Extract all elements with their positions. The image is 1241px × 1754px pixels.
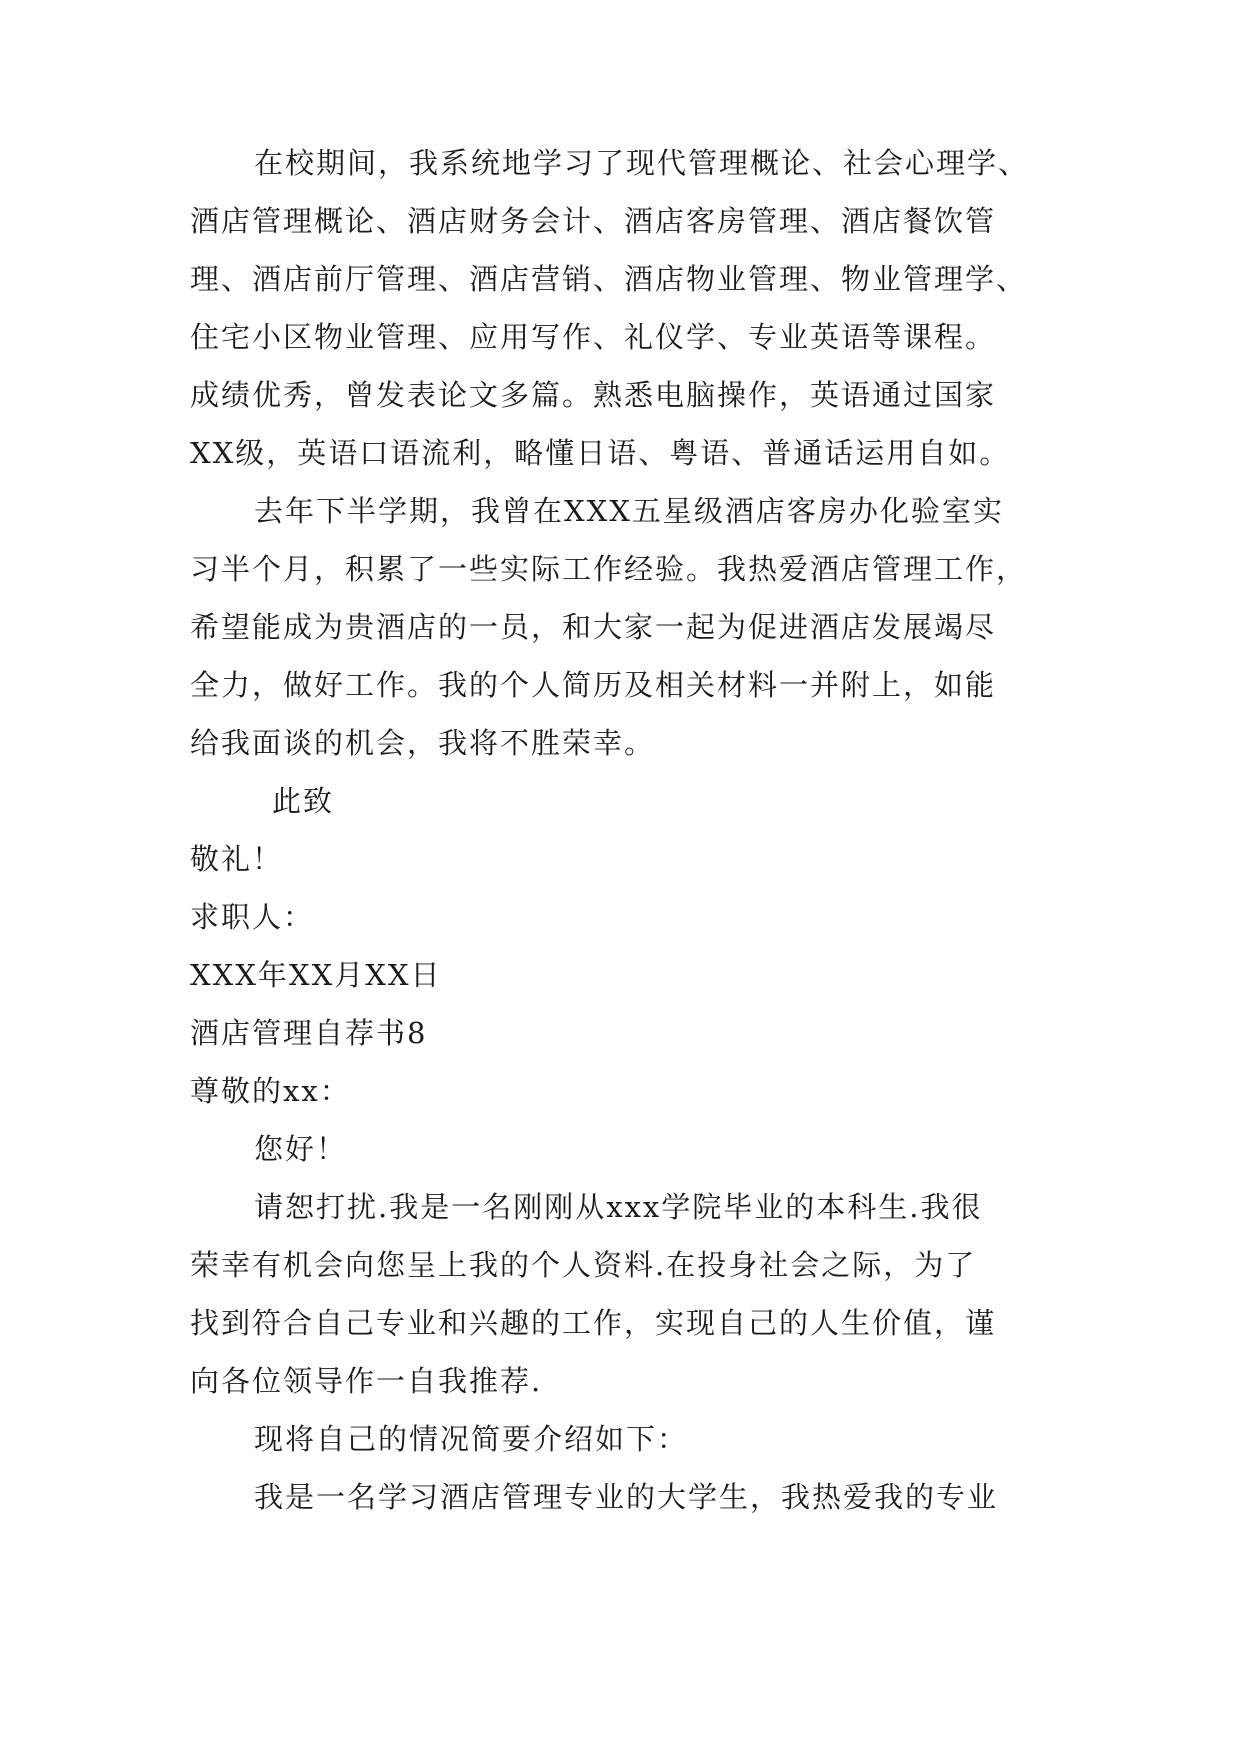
paragraph-line: 希望能成为贵酒店的一员，和大家一起为促进酒店发展竭尽 <box>190 610 997 644</box>
paragraph-line: XX级，英语口语流利，略懂日语、粤语、普通话运用自如。 <box>190 436 1011 470</box>
paragraph-line: 在校期间，我系统地学习了现代管理概论、社会心理学、 <box>254 146 1030 180</box>
paragraph-line: 理、酒店前厅管理、酒店营销、酒店物业管理、物业管理学、 <box>190 262 1028 296</box>
paragraph-line: 我是一名学习酒店管理专业的大学生，我热爱我的专业 <box>254 1480 999 1514</box>
section-title: 酒店管理自荐书8 <box>190 1016 428 1050</box>
addressee: 尊敬的xx： <box>190 1074 351 1108</box>
paragraph-line: 住宅小区物业管理、应用写作、礼仪学、专业英语等课程。 <box>190 320 997 354</box>
paragraph-line: 请恕打扰.我是一名刚刚从xxx学院毕业的本科生.我很 <box>254 1190 983 1224</box>
paragraph-line: 荣幸有机会向您呈上我的个人资料.在投身社会之际，为了 <box>190 1248 977 1282</box>
paragraph-line: 习半个月，积累了一些实际工作经验。我热爱酒店管理工作， <box>190 552 1028 586</box>
paragraph-line: 现将自己的情况简要介绍如下： <box>254 1422 689 1456</box>
date-line: XXX年XX月XX日 <box>190 958 442 992</box>
paragraph-line: 向各位领导作一自我推荐. <box>190 1364 543 1398</box>
closing-regards: 敬礼！ <box>190 842 284 876</box>
paragraph-line: 成绩优秀，曾发表论文多篇。熟悉电脑操作，英语通过国家 <box>190 378 997 412</box>
closing-salutation: 此致 <box>272 784 335 818</box>
paragraph-line: 全力，做好工作。我的个人简历及相关材料一并附上，如能 <box>190 668 997 702</box>
paragraph-line: 给我面谈的机会，我将不胜荣幸。 <box>190 726 656 760</box>
paragraph-line: 酒店管理概论、酒店财务会计、酒店客房管理、酒店餐饮管 <box>190 204 997 238</box>
paragraph-line: 找到符合自己专业和兴趣的工作，实现自己的人生价值，谨 <box>190 1306 997 1340</box>
greeting: 您好！ <box>254 1132 348 1166</box>
paragraph-line: 去年下半学期，我曾在XXX五星级酒店客房办化验室实 <box>254 494 1004 528</box>
signature-label: 求职人： <box>190 900 315 934</box>
